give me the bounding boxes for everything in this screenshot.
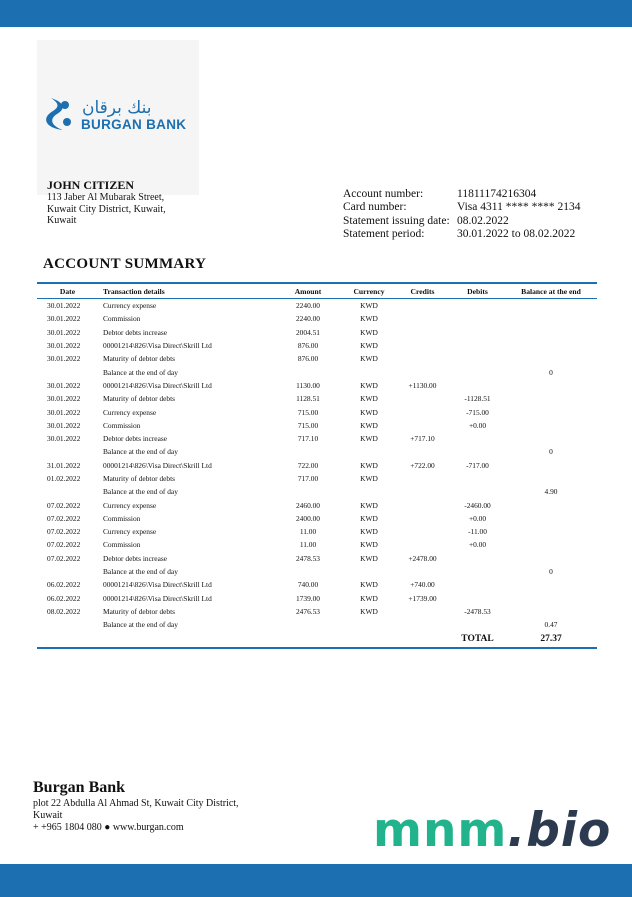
statement-period-row: [343, 228, 580, 241]
footer-address: Kuwait: [33, 810, 63, 821]
cell-currency: [343, 485, 395, 498]
cell-amount: 2460.00: [295, 500, 321, 510]
bank-logo-arabic: بنك برقان: [82, 98, 152, 118]
cell-currency: KWD: [360, 394, 378, 404]
cell-currency: KWD: [360, 407, 378, 417]
cell-balance: 4.90: [544, 487, 558, 497]
cell-currency: KWD: [360, 513, 378, 523]
cell-details: Debtor debts increase: [103, 553, 168, 563]
cell-credit: [395, 525, 450, 538]
transactions-table: [37, 282, 597, 649]
cell-amount: 1739.00: [295, 593, 321, 603]
burgan-logo-icon: [43, 96, 73, 132]
table-row: [37, 565, 597, 578]
cell-credit: [395, 605, 450, 618]
cell-details: Commission: [103, 513, 141, 523]
cell-amount: [273, 618, 343, 631]
cell-currency: [343, 365, 395, 378]
cell-debit: [450, 432, 505, 445]
cell-currency: KWD: [360, 540, 378, 550]
cell-details: Debtor debts increase: [103, 434, 168, 444]
top-color-bar: [0, 0, 632, 27]
cell-credit: [395, 326, 450, 339]
cell-details: 00001214\826\Visa Direct\Skrill Ltd: [103, 460, 212, 470]
bank-logo: [37, 40, 199, 195]
cell-debit: [450, 472, 505, 485]
cell-amount: [273, 485, 343, 498]
customer-address-line: 113 Jaber Al Mubarak Street,: [47, 192, 165, 203]
account-summary-title: ACCOUNT SUMMARY: [43, 256, 207, 272]
cell-currency: KWD: [360, 301, 378, 311]
footer-contact: + +965 1804 080 ● www.burgan.com: [33, 822, 184, 833]
header-balance: Balance at the end: [505, 284, 597, 299]
cell-debit: [450, 578, 505, 591]
watermark-logo: [373, 803, 611, 859]
cell-details: Commission: [103, 420, 141, 430]
table-row: [37, 392, 597, 405]
cell-date: 30.01.2022: [47, 301, 81, 311]
cell-date: 07.02.2022: [47, 500, 81, 510]
table-row: [37, 339, 597, 352]
cell-date: 06.02.2022: [47, 580, 81, 590]
cell-balance: 0: [549, 447, 553, 457]
cell-amount: 11.00: [299, 540, 317, 550]
cell-debit: [450, 552, 505, 565]
cell-date: [37, 365, 98, 378]
cell-credit: [395, 472, 450, 485]
cell-balance: [505, 312, 597, 325]
cell-details: Maturity of debtor debts: [103, 394, 176, 404]
cell-currency: KWD: [360, 593, 378, 603]
cell-details: Currency expense: [103, 301, 157, 311]
cell-debit: -1128.51: [464, 394, 491, 404]
cell-currency: KWD: [360, 327, 378, 337]
footer-bank-name: Burgan Bank: [33, 779, 126, 796]
cell-credit: +1739.00: [408, 593, 437, 603]
cell-date: 06.02.2022: [47, 593, 81, 603]
bottom-color-bar: [0, 864, 632, 897]
cell-amount: [273, 445, 343, 458]
cell-debit: [450, 485, 505, 498]
cell-currency: KWD: [360, 420, 378, 430]
cell-date: 30.01.2022: [47, 420, 81, 430]
cell-debit: [450, 445, 505, 458]
table-row: [37, 552, 597, 565]
cell-currency: KWD: [360, 474, 378, 483]
cell-details: Debtor debts increase: [103, 327, 168, 337]
cell-amount: [273, 365, 343, 378]
cell-debit: -11.00: [468, 527, 487, 537]
cell-credit: [395, 445, 450, 458]
cell-currency: KWD: [360, 380, 378, 390]
cell-amount: 2478.53: [295, 553, 321, 563]
cell-balance: [505, 472, 597, 485]
customer-block: [47, 178, 166, 227]
cell-details: Balance at the end of day: [103, 620, 178, 630]
cell-balance: [505, 392, 597, 405]
cell-debit: +0.00: [468, 540, 487, 550]
cell-balance: [505, 459, 597, 472]
account-number-value: 11811174216304: [457, 188, 537, 200]
cell-credit: [395, 405, 450, 418]
cell-date: [37, 565, 98, 578]
cell-credit: [395, 339, 450, 352]
cell-details: Currency expense: [103, 407, 157, 417]
watermark-part2: .bio: [507, 803, 612, 858]
cell-amount: [273, 565, 343, 578]
issuing-date-label: Statement issuing date:: [343, 214, 450, 227]
header-details: Transaction details: [98, 284, 273, 299]
cell-balance: [505, 326, 597, 339]
cell-balance: [505, 592, 597, 605]
cell-date: 30.01.2022: [47, 314, 81, 324]
cell-details: 00001214\826\Visa Direct\Skrill Ltd: [103, 341, 212, 351]
cell-date: [37, 485, 98, 498]
cell-credit: [395, 312, 450, 325]
cell-details: Maturity of debtor debts: [103, 474, 176, 483]
footer-bank-info: [33, 778, 239, 834]
cell-amount: 876.00: [297, 354, 319, 364]
cell-details: Balance at the end of day: [103, 487, 178, 497]
cell-credit: [395, 365, 450, 378]
cell-details: Balance at the end of day: [103, 447, 178, 457]
header-date: Date: [37, 284, 98, 299]
cell-currency: KWD: [360, 500, 378, 510]
cell-date: 30.01.2022: [47, 341, 81, 351]
table-row: [37, 299, 597, 313]
cell-details: 00001214\826\Visa Direct\Skrill Ltd: [103, 593, 212, 603]
table-row: [37, 445, 597, 458]
footer-address: plot 22 Abdulla Al Ahmad St, Kuwait City District,: [33, 798, 239, 809]
cell-credit: [395, 512, 450, 525]
cell-amount: 2476.53: [295, 606, 321, 616]
cell-date: 07.02.2022: [47, 513, 81, 523]
cell-details: Currency expense: [103, 527, 157, 537]
cell-credit: [395, 352, 450, 365]
cell-amount: 715.00: [297, 420, 319, 430]
table-row: [37, 379, 597, 392]
table-row: [37, 419, 597, 432]
table-row: [37, 352, 597, 365]
cell-balance: [505, 405, 597, 418]
cell-date: [37, 445, 98, 458]
cell-details: Maturity of debtor debts: [103, 354, 176, 364]
cell-balance: 0.47: [544, 620, 558, 630]
cell-credit: [395, 419, 450, 432]
statement-period-label: Statement period:: [343, 227, 425, 240]
cell-balance: [505, 419, 597, 432]
table-row: [37, 326, 597, 339]
cell-date: 08.02.2022: [47, 606, 81, 616]
cell-debit: -715.00: [466, 407, 489, 417]
table-row: [37, 512, 597, 525]
cell-amount: 740.00: [297, 580, 319, 590]
cell-balance: [505, 299, 597, 313]
customer-name: JOHN CITIZEN: [47, 178, 135, 192]
cell-currency: KWD: [360, 314, 378, 324]
account-number-label: Account number:: [343, 188, 424, 200]
table-row: [37, 485, 597, 498]
table-row: [37, 312, 597, 325]
cell-credit: [395, 485, 450, 498]
cell-date: 31.01.2022: [47, 460, 81, 470]
cell-currency: KWD: [360, 460, 378, 470]
cell-credit: [395, 565, 450, 578]
statement-period-value: 30.01.2022 to 08.02.2022: [457, 227, 576, 240]
issuing-date-row: [343, 215, 580, 228]
cell-details: 00001214\826\Visa Direct\Skrill Ltd: [103, 380, 212, 390]
cell-currency: [343, 445, 395, 458]
cell-amount: 717.00: [297, 474, 319, 483]
cell-date: 07.02.2022: [47, 540, 81, 550]
cell-balance: 0: [549, 367, 553, 377]
cell-details: Commission: [103, 540, 141, 550]
total-value: 27.37: [540, 634, 562, 645]
cell-amount: 1128.51: [296, 394, 320, 404]
cell-balance: [505, 538, 597, 551]
account-number-row: [343, 188, 580, 201]
cell-amount: 715.00: [297, 407, 319, 417]
cell-currency: [343, 618, 395, 631]
cell-date: 07.02.2022: [47, 553, 81, 563]
cell-credit: [395, 618, 450, 631]
header-credits: Credits: [395, 284, 450, 299]
cell-credit: [395, 498, 450, 511]
cell-debit: [450, 565, 505, 578]
customer-address-line: Kuwait City District, Kuwait,: [47, 203, 166, 215]
cell-balance: [505, 498, 597, 511]
issuing-date-value: 08.02.2022: [457, 214, 509, 227]
cell-debit: [450, 299, 505, 313]
cell-date: 30.01.2022: [47, 327, 81, 337]
cell-balance: [505, 352, 597, 365]
cell-amount: 722.00: [297, 460, 319, 470]
cell-currency: KWD: [360, 606, 378, 616]
cell-debit: [450, 339, 505, 352]
table-row: [37, 365, 597, 378]
cell-credit: +740.00: [410, 580, 435, 590]
cell-debit: +0.00: [468, 420, 487, 430]
cell-credit: +2478.00: [408, 553, 437, 563]
cell-details: Maturity of debtor debts: [103, 606, 176, 616]
card-number-label: Card number:: [343, 201, 407, 214]
cell-date: 01.02.2022: [47, 474, 81, 483]
table-row: [37, 498, 597, 511]
cell-amount: 717.10: [297, 434, 319, 444]
cell-credit: [395, 392, 450, 405]
cell-currency: [343, 565, 395, 578]
cell-currency: KWD: [360, 434, 378, 444]
cell-debit: [450, 379, 505, 392]
cell-credit: +717.10: [410, 434, 435, 444]
cell-debit: [450, 312, 505, 325]
cell-amount: 2240.00: [295, 314, 321, 324]
cell-balance: [505, 605, 597, 618]
cell-balance: [505, 432, 597, 445]
cell-debit: [450, 618, 505, 631]
cell-amount: 2400.00: [295, 513, 321, 523]
table-row: [37, 525, 597, 538]
cell-balance: [505, 552, 597, 565]
table-row: [37, 605, 597, 618]
customer-address-line: Kuwait: [47, 215, 77, 226]
cell-date: 30.01.2022: [47, 354, 81, 364]
cell-details: 00001214\826\Visa Direct\Skrill Ltd: [103, 580, 212, 590]
table-header-row: [37, 284, 597, 299]
card-number-value: Visa 4311 **** **** 2134: [457, 201, 581, 214]
cell-currency: KWD: [360, 354, 378, 364]
cell-credit: [395, 538, 450, 551]
cell-date: 30.01.2022: [47, 380, 81, 390]
cell-amount: 876.00: [297, 341, 319, 351]
cell-date: 30.01.2022: [47, 434, 81, 444]
cell-currency: KWD: [360, 553, 378, 563]
cell-credit: +722.00: [410, 460, 435, 470]
cell-balance: [505, 578, 597, 591]
cell-currency: KWD: [360, 580, 378, 590]
cell-balance: [505, 512, 597, 525]
cell-credit: [395, 299, 450, 313]
card-number-row: [343, 201, 580, 214]
cell-date: 30.01.2022: [47, 407, 81, 417]
table-row: [37, 405, 597, 418]
cell-debit: -2478.53: [464, 606, 491, 616]
header-amount: Amount: [273, 284, 343, 299]
cell-amount: 1130.00: [296, 380, 320, 390]
cell-amount: 11.00: [299, 527, 317, 537]
table-row: [37, 538, 597, 551]
table-row: [37, 618, 597, 631]
table-row: [37, 432, 597, 445]
header-debits: Debits: [450, 284, 505, 299]
cell-balance: [505, 379, 597, 392]
cell-debit: [450, 365, 505, 378]
table-row: [37, 459, 597, 472]
table-row: [37, 472, 597, 485]
cell-currency: KWD: [360, 341, 378, 351]
cell-balance: [505, 525, 597, 538]
total-label: TOTAL: [461, 634, 494, 645]
cell-debit: -2460.00: [464, 500, 491, 510]
cell-details: Balance at the end of day: [103, 567, 178, 577]
cell-balance: 0: [549, 567, 553, 577]
total-row: [37, 631, 597, 647]
cell-debit: [450, 326, 505, 339]
cell-debit: [450, 592, 505, 605]
cell-date: 07.02.2022: [47, 527, 81, 537]
watermark-part1: mnm: [373, 803, 508, 858]
cell-debit: [450, 352, 505, 365]
cell-amount: 2004.51: [295, 327, 321, 337]
cell-details: Commission: [103, 314, 141, 324]
cell-currency: KWD: [360, 527, 378, 537]
cell-balance: [505, 339, 597, 352]
cell-details: Balance at the end of day: [103, 367, 178, 377]
account-info: [343, 188, 580, 241]
table-row: [37, 592, 597, 605]
cell-date: 30.01.2022: [47, 394, 81, 404]
cell-amount: 2240.00: [295, 301, 321, 311]
cell-details: Currency expense: [103, 500, 157, 510]
bank-logo-english: BURGAN BANK: [81, 117, 187, 132]
cell-date: [37, 618, 98, 631]
header-currency: Currency: [343, 284, 395, 299]
table-row: [37, 578, 597, 591]
cell-debit: +0.00: [468, 513, 487, 523]
cell-debit: -717.00: [466, 460, 489, 470]
cell-credit: +1130.00: [408, 380, 437, 390]
